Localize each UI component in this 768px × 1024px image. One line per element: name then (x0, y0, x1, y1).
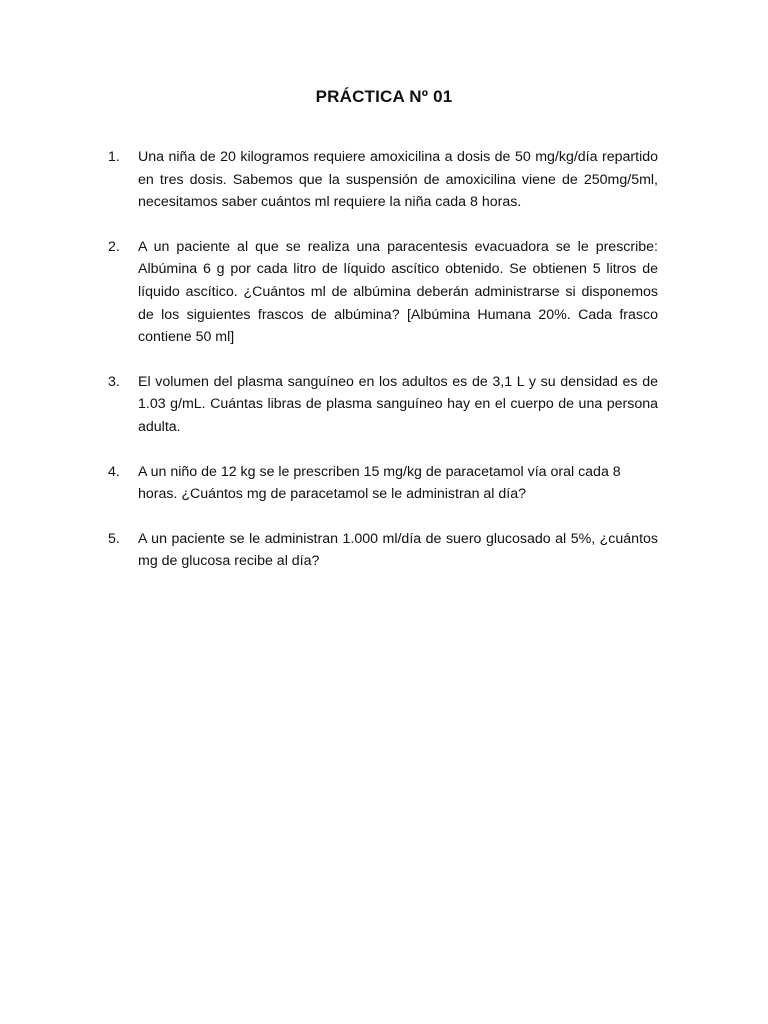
problem-text: A un paciente al que se realiza una paracentesis evacuadora se le prescribe: Albúmina 6 g por cada litro de líquido ascítico obtenido. Se obtienen 5 litros de líquido ascítico. ¿Cuántos ml de albúmina deberán administrarse si disponemos de los siguientes frascos de albúmina? [Albúmina Humana 20%. Cada frasco contiene 50 ml] (138, 238, 658, 346)
page-title: PRÁCTICA Nº 01 (315, 87, 453, 106)
problem-item-5 (108, 528, 658, 573)
problem-number: 1. (108, 149, 120, 165)
problem-text: Una niña de 20 kilogramos requiere amoxicilina a dosis de 50 mg/kg/día repartido en tres dosis. Sabemos que la suspensión de amoxicilina viene de 250mg/5ml, necesitamos saber cuántos ml requiere la niña cada 8 horas. (138, 149, 658, 211)
problem-number: 3. (108, 373, 120, 390)
problem-number: 5. (108, 530, 120, 547)
problem-number: 2. (108, 238, 120, 255)
problem-text: A un niño de 12 kg se le prescriben 15 mg/kg de paracetamol vía oral cada 8 horas. ¿Cuántos mg de paracetamol se le administran al día? (138, 463, 621, 503)
problem-text: El volumen del plasma sanguíneo en los adultos es de 3,1 L y su densidad es de 1.03 g/mL. Cuántas libras de plasma sanguíneo hay en el cuerpo de una persona adulta. (138, 373, 658, 435)
problem-item-3 (108, 371, 658, 439)
problem-item-2 (108, 236, 658, 349)
problem-list (108, 146, 658, 595)
problem-item-1 (108, 146, 658, 214)
problem-item-4 (108, 461, 658, 506)
problem-number: 4. (108, 463, 120, 480)
problem-text: A un paciente se le administran 1.000 ml/día de suero glucosado al 5%, ¿cuántos mg de glucosa recibe al día? (138, 530, 658, 570)
